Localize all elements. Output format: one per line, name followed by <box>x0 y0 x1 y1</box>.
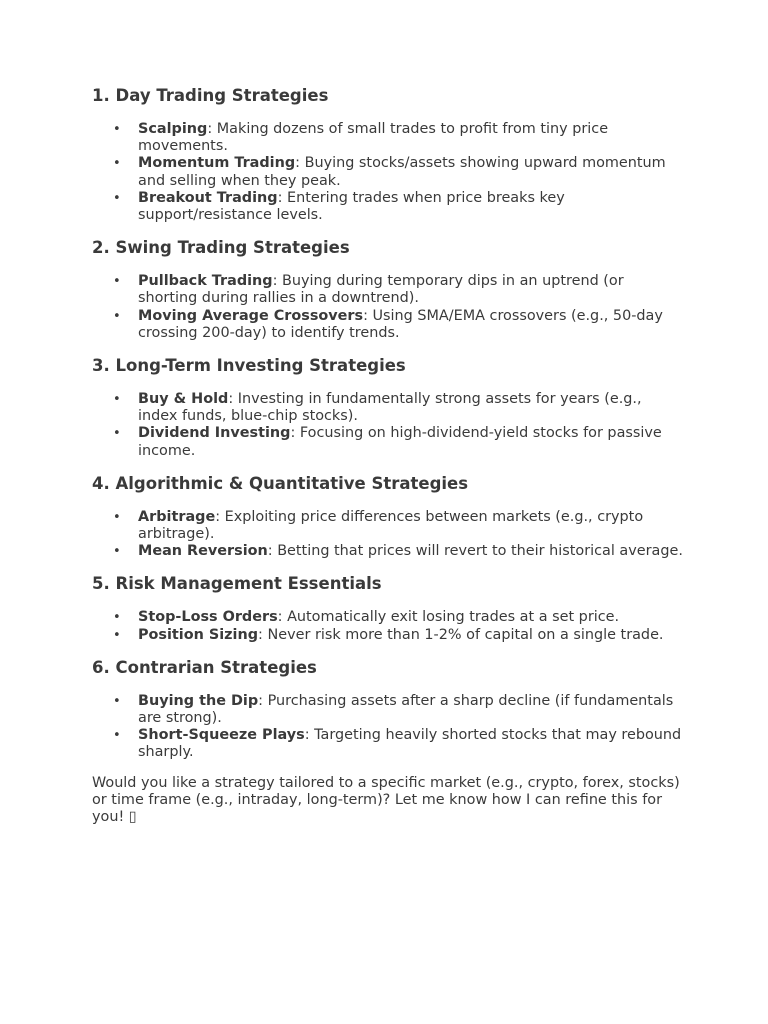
strategy-list <box>92 121 684 224</box>
section-heading: 5. Risk Management Essentials <box>92 574 382 594</box>
strategy-term: Stop-Loss Orders <box>138 609 278 626</box>
bullet-icon: • <box>113 627 121 643</box>
bullet-icon: • <box>113 392 121 408</box>
bullet-icon: • <box>113 156 121 172</box>
strategy-term: Scalping <box>138 121 208 137</box>
strategy-term: Momentum Trading <box>138 155 296 172</box>
bullet-icon: • <box>113 728 121 744</box>
list-item <box>92 155 684 189</box>
bullet-icon: • <box>113 190 121 206</box>
bullet-icon: • <box>113 122 121 137</box>
section-heading: 1. Day Trading Strategies <box>92 86 329 105</box>
list-item <box>92 391 684 425</box>
list-item <box>92 609 684 626</box>
list-item <box>92 190 684 224</box>
closing-paragraph: Would you like a strategy tailored to a specific market (e.g., crypto, forex, stocks) or time frame (e.g., intraday, long-term)? Let me know how I can refine this for you! ▯ <box>92 774 680 826</box>
strategy-description: : Betting that prices will revert to their historical average. <box>267 543 683 560</box>
bullet-icon: • <box>113 610 121 626</box>
section-1 <box>92 85 684 224</box>
strategy-description: : Exploiting price differences between markets (e.g., crypto arbitrage). <box>138 508 644 543</box>
strategy-list <box>92 273 684 342</box>
strategy-term: Buying the Dip <box>138 692 259 709</box>
strategy-term: Short-Squeeze Plays <box>138 727 305 744</box>
strategy-sections <box>92 85 684 762</box>
section-heading: 6. Contrarian Strategies <box>92 657 317 677</box>
strategy-description: : Buying stocks/assets showing upward momentum and selling when they peak. <box>138 155 666 189</box>
section-heading: 3. Long-Term Investing Strategies <box>92 356 406 376</box>
section-4 <box>92 473 684 561</box>
strategy-description: : Focusing on high-dividend-yield stocks for passive income. <box>138 425 662 459</box>
strategy-term: Moving Average Crossovers <box>138 307 364 324</box>
list-item <box>92 543 684 560</box>
strategy-list <box>92 509 684 561</box>
strategy-description: : Entering trades when price breaks key support/resistance levels. <box>138 189 565 224</box>
strategy-description: : Targeting heavily shorted stocks that may rebound sharply. <box>138 727 682 761</box>
strategy-description: : Buying during temporary dips in an uptrend (or shorting during rallies in a downtrend). <box>138 273 624 307</box>
document-body <box>92 85 684 826</box>
strategy-term: Mean Reversion <box>138 543 268 560</box>
section-5 <box>92 573 684 643</box>
list-item <box>92 693 684 727</box>
list-item <box>92 627 684 644</box>
section-heading: 2. Swing Trading Strategies <box>92 238 350 258</box>
section-2 <box>92 237 684 342</box>
strategy-description: : Automatically exit losing trades at a set price. <box>277 609 620 626</box>
list-item <box>92 308 684 342</box>
section-heading: 4. Algorithmic & Quantitative Strategies <box>92 473 469 493</box>
list-item <box>92 273 684 307</box>
strategy-list <box>92 693 684 762</box>
bullet-icon: • <box>113 509 121 525</box>
strategy-description: : Investing in fundamentally strong assets for years (e.g., index funds, blue-chip stocks). <box>138 391 642 425</box>
strategy-description: : Using SMA/EMA crossovers (e.g., 50-day crossing 200-day) to identify trends. <box>138 307 663 341</box>
bullet-icon: • <box>113 426 121 442</box>
list-item <box>92 121 684 155</box>
strategy-term: Breakout Trading <box>138 189 278 206</box>
strategy-list <box>92 391 684 460</box>
bullet-icon: • <box>113 544 121 560</box>
list-item <box>92 727 684 761</box>
strategy-description: : Never risk more than 1-2% of capital on a single trade. <box>258 626 664 643</box>
strategy-term: Buy & Hold <box>138 391 229 408</box>
strategy-list <box>92 609 684 643</box>
bullet-icon: • <box>113 693 121 709</box>
section-6 <box>92 657 684 762</box>
strategy-term: Dividend Investing <box>138 425 291 442</box>
strategy-term: Position Sizing <box>138 626 259 643</box>
strategy-description: : Making dozens of small trades to profit from tiny price movements. <box>138 121 609 155</box>
section-3 <box>92 355 684 460</box>
list-item <box>92 509 684 543</box>
bullet-icon: • <box>113 274 121 290</box>
list-item <box>92 425 684 459</box>
bullet-icon: • <box>113 308 121 324</box>
strategy-term: Arbitrage <box>138 508 216 525</box>
strategy-description: : Purchasing assets after a sharp decline (if fundamentals are strong). <box>138 692 674 727</box>
strategy-term: Pullback Trading <box>138 273 273 290</box>
